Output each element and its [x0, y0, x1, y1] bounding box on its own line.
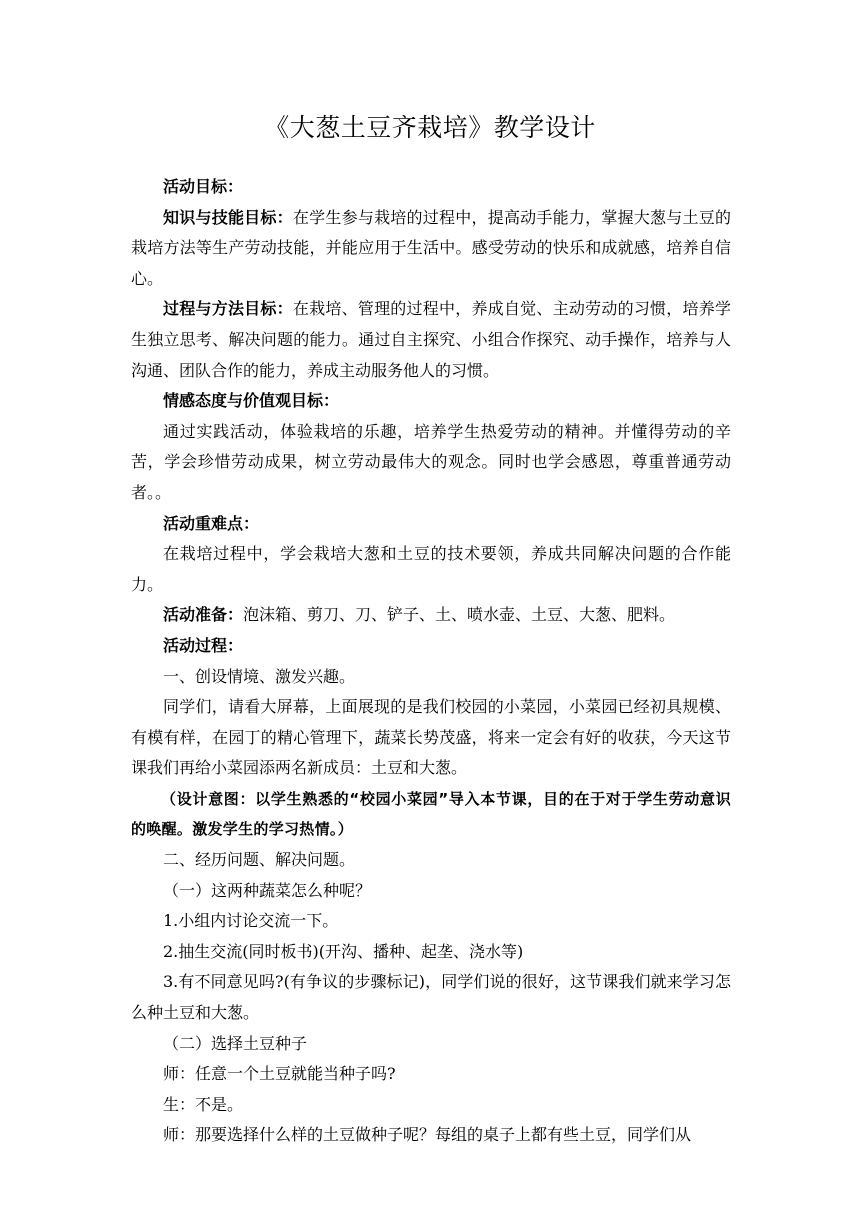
step1-heading: 一、创设情境、激发兴趣。 [163, 666, 356, 686]
design-intent-note: （设计意图：以学生熟悉的“校园小菜园”导入本节课，目的在于对于学生劳动意识的唤醒。激发学生的学习热情。） [131, 789, 731, 839]
step2-heading: 二、经历问题、解决问题。 [163, 850, 356, 870]
knowledge-skill-goal [131, 203, 731, 295]
document-body [131, 172, 731, 1151]
objectives-heading: 活动目标： [163, 177, 244, 196]
difficulty-heading: 活动重难点： [163, 513, 260, 533]
emotion-value-heading: 情感态度与价值观目标： [163, 391, 340, 411]
emotion-value-text: 通过实践活动，体验栽培的乐趣，培养学生热爱劳动的精神。并懂得劳动的辛苦，学会珍惜劳动成果，树立劳动最伟大的观念。同时也学会感恩，尊重普通劳动者。。 [131, 421, 731, 502]
list-item: 1.小组内讨论交流一下。 [163, 911, 339, 931]
process-method-text: 在栽培、管理的过程中，养成自觉、主动劳动的习惯，培养学生独立思考、解决问题的能力。通过自主探究、小组合作探究、动手操作，培养与人沟通、团队合作的能力，养成主动服务他人的习惯。 [131, 299, 731, 380]
list-item: 3.有不同意见吗?(有争议的步骤标记)，同学们说的很好，这节课我们就来学习怎么种土豆和大葱。 [131, 972, 731, 1023]
student-answer: 生：不是。 [163, 1094, 244, 1114]
preparation-label: 活动准备： [163, 605, 244, 625]
document-title: 《大葱土豆齐栽培》教学设计 [264, 113, 596, 142]
teacher-question-2: 师：那要选择什么样的土豆做种子呢？每组的桌子上都有些土豆，同学们从 [163, 1125, 692, 1145]
sub2-heading: （二）选择土豆种子 [163, 1033, 308, 1053]
knowledge-skill-text: 在学生参与栽培的过程中，提高动手能力，掌握大葱与土豆的栽培方法等生产劳动技能，并能应用于生活中。感受劳动的快乐和成就感，培养自信心。 [131, 207, 731, 288]
process-method-goal [131, 294, 731, 386]
sub1-heading: （一）这两种蔬菜怎么种呢？ [163, 880, 372, 900]
knowledge-skill-label: 知识与技能目标： [163, 207, 293, 227]
list-item: 2.抽生交流(同时板书)(开沟、播种、起垄、浇水等) [163, 941, 524, 961]
process-heading: 活动过程： [163, 635, 244, 655]
process-method-label: 过程与方法目标： [163, 299, 293, 319]
preparation-line [131, 600, 731, 631]
step1-text: 同学们，请看大屏幕，上面展现的是我们校园的小菜园，小菜园已经初具规模、有模有样，在园丁的精心管理下，蔬菜长势茂盛，将来一定会有好的收获，今天这节课我们再给小菜园添两名新成员：土豆和大葱。 [131, 697, 731, 778]
teacher-question: 师：任意一个土豆就能当种子吗? [163, 1064, 396, 1084]
preparation-text: 泡沫箱、剪刀、刀、铲子、土、喷水壶、土豆、大葱、肥料。 [243, 605, 676, 625]
difficulty-text: 在栽培过程中，学会栽培大葱和土豆的技术要领，养成共同解决问题的合作能力。 [131, 544, 731, 594]
